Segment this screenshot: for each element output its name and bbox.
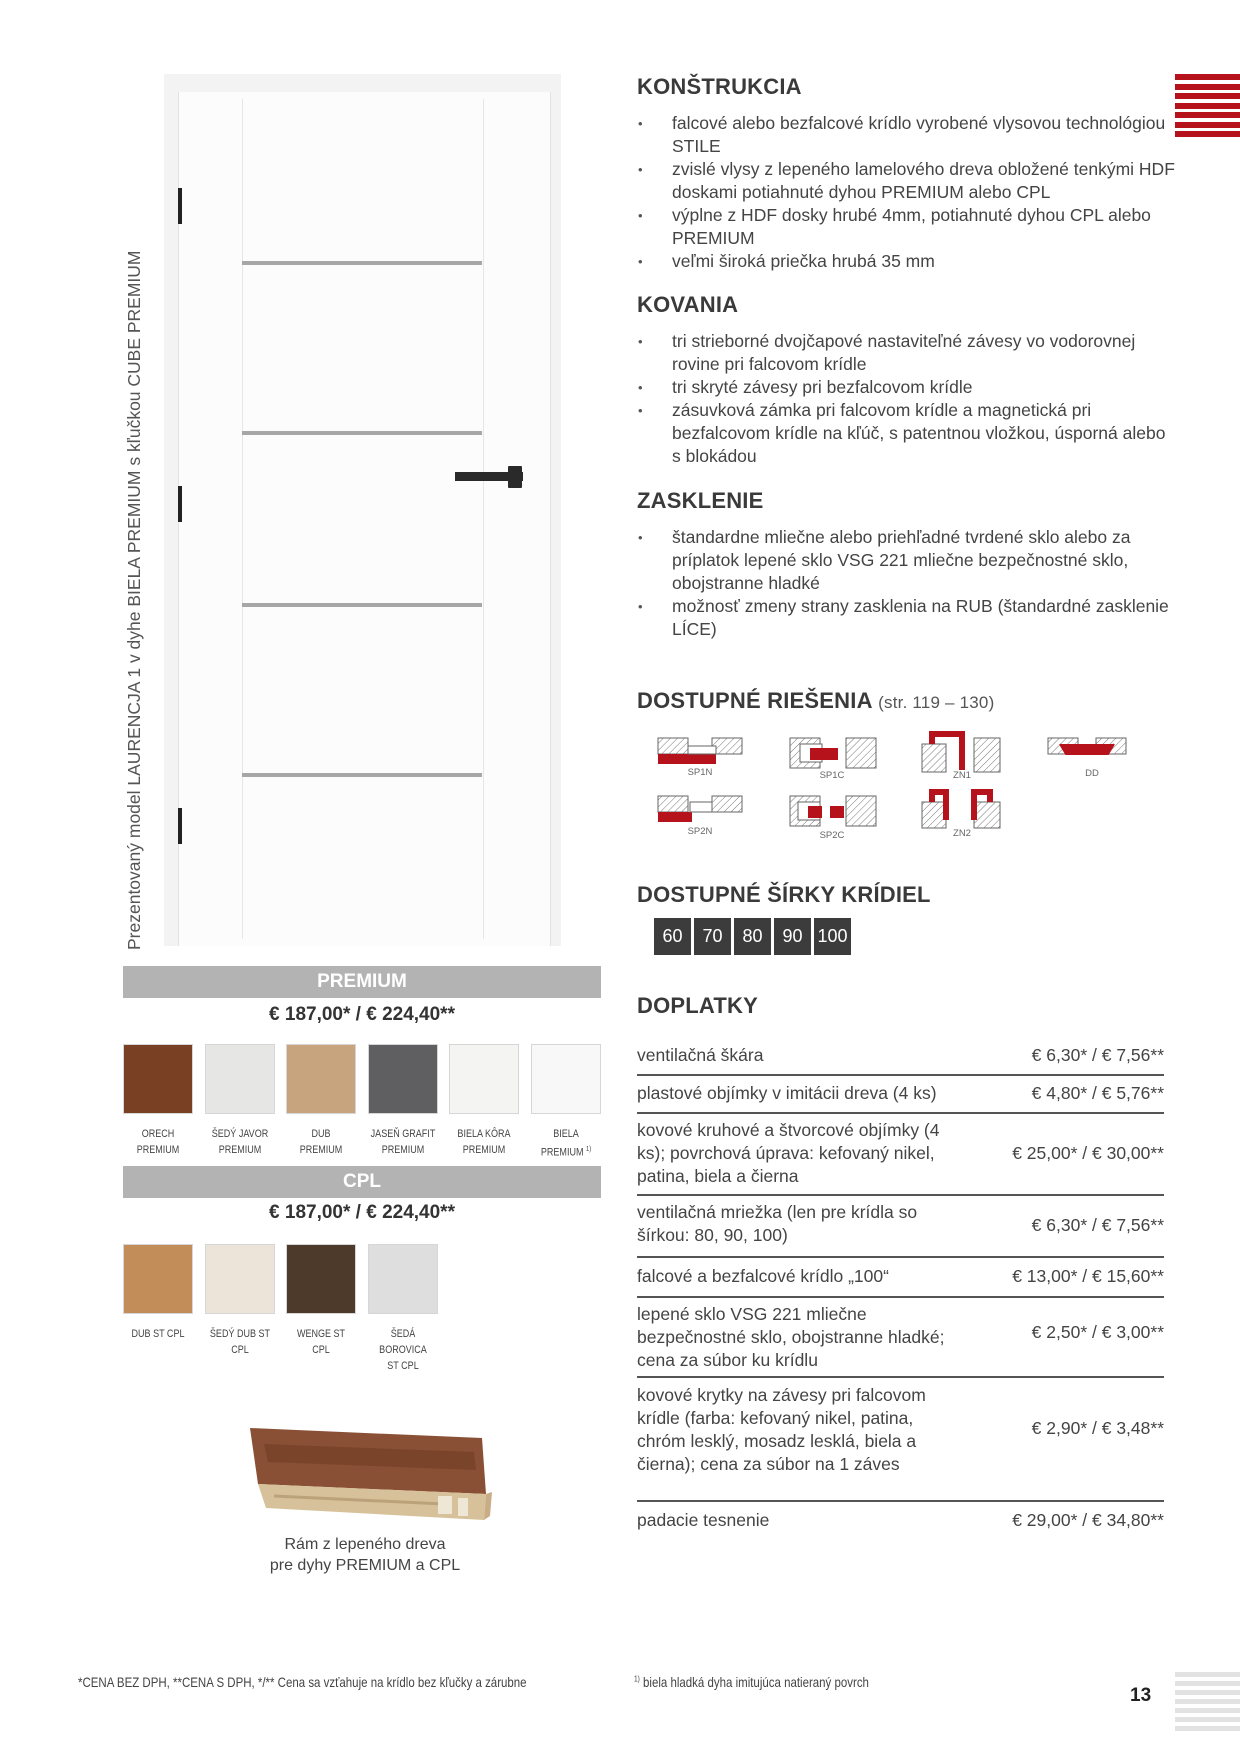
list-item: • tri strieborné dvojčapové nastaviteľné závesy vo vodorovnej rovine pri falcovom krídle (637, 330, 1177, 376)
sirky-heading: DOSTUPNÉ ŠÍRKY KRÍDIEL (637, 882, 931, 907)
swatch-label: JASEŇ GRAFIT PREMIUM (370, 1128, 435, 1156)
hinge-icon (178, 486, 182, 522)
swatch-premium-2 (286, 1044, 356, 1114)
hinge-icon (178, 808, 182, 844)
door-glass-strip (242, 603, 482, 607)
doplatky-row: ventilačná škára € 6,30* / € 7,56** (637, 1040, 1164, 1076)
swatch-premium-0 (123, 1044, 193, 1114)
swatch-premium-1 (205, 1044, 275, 1114)
doplatky-row: plastové objímky v imitácii dreva (4 ks) € 4,80* / € 5,76** (637, 1078, 1164, 1114)
diagram-label: SP1C (819, 770, 845, 781)
swatch-cpl-1 (205, 1244, 275, 1314)
diagram-dd (1048, 738, 1126, 754)
door-handle-rose (508, 466, 522, 488)
kovania-heading: KOVANIA (637, 292, 739, 317)
swatch-label: ŠEDÝ DUB ST CPL (209, 1328, 270, 1356)
diagram-label: ZN1 (953, 770, 971, 781)
door-glass-strip (242, 431, 482, 435)
swatch-label: DUB PREMIUM (299, 1128, 343, 1156)
premium-price: € 187,00* / € 224,40** (269, 1004, 455, 1025)
page-number: 13 (1130, 1685, 1152, 1706)
konstrukcia-heading: KONŠTRUKCIA (637, 74, 802, 99)
door-glass-strip (242, 261, 482, 265)
konstrukcia-list (637, 112, 1177, 273)
diagram-label: SP1N (687, 767, 713, 778)
list-item: • veľmi široká priečka hrubá 35 mm (637, 250, 1177, 273)
swatch-premium-3 (368, 1044, 438, 1114)
swatch-label: WENGE ST CPL (296, 1328, 346, 1356)
footnote-prices: *CENA BEZ DPH, **CENA S DPH, */** Cena sa vzťahuje na krídlo bez kľučky a zárubne (78, 1674, 527, 1690)
cpl-header: CPL (123, 1166, 601, 1198)
swatch-cpl-3 (368, 1244, 438, 1314)
swatch-label: BIELA PREMIUM $^{1)}$ (540, 1128, 591, 1159)
swatch-label: DUB ST CPL (131, 1328, 185, 1340)
width-option: 100 (814, 918, 851, 955)
swatch-cpl-2 (286, 1244, 356, 1314)
diagram-zn1 (922, 734, 1000, 772)
zasklenie-list (637, 526, 1177, 641)
diagram-label: SP2C (819, 830, 845, 841)
doplatky-row: kovové krytky na závesy pri falcovom krídle (farba: kefovaný nikel, patina, chróm lesklý, mosadz lesklá, biela a čierna); cena za súbor na 1 záves € 2,90* / € 3,48** (637, 1381, 1164, 1502)
swatch-label: ORECH PREMIUM (136, 1128, 180, 1156)
door-caption: Prezentovaný model LAURENCJA 1 v dyhe BIELA PREMIUM s kľučkou CUBE PREMIUM (124, 250, 144, 950)
width-option: 70 (694, 918, 731, 955)
solutions-diagrams (650, 730, 1170, 840)
list-item: • možnosť zmeny strany zasklenia na RUB (štandardné zasklenie LÍCE) (637, 595, 1177, 641)
swatch-cpl-0 (123, 1244, 193, 1314)
doplatky-row: kovové kruhové a štvorcové objímky (4 ks); povrchová úprava: kefovaný nikel, patina, biela a čierna € 25,00* / € 30,00** (637, 1116, 1164, 1196)
riesenia-heading: DOSTUPNÉ RIEŠENIA (str. 119 – 130) (637, 688, 995, 713)
doplatky-row: padacie tesnenie € 29,00* / € 34,80** (637, 1510, 1164, 1530)
diagram-sp1c (790, 738, 876, 768)
swatch-label: ŠEDÝ JAVOR PREMIUM (211, 1128, 268, 1156)
premium-header: PREMIUM (123, 966, 601, 998)
width-option: 90 (774, 918, 811, 955)
zasklenie-heading: ZASKLENIE (637, 488, 764, 513)
door-glass-strip (242, 773, 482, 777)
diagram-label: DD (1085, 768, 1099, 779)
kovania-list (637, 330, 1177, 468)
list-item: • zvislé vlysy z lepeného lamelového dreva obložené tenkými HDF doskami potiahnuté dyhou PREMIUM alebo CPL (637, 158, 1177, 204)
doplatky-heading: DOPLATKY (637, 993, 758, 1018)
hinge-icon (178, 188, 182, 224)
door-panel (242, 99, 484, 939)
diagram-zn2 (922, 792, 1000, 828)
swatch-label: ŠEDÁ BOROVICA ST CPL (378, 1328, 427, 1372)
header-stripes (1175, 74, 1240, 141)
swatch-premium-4 (449, 1044, 519, 1114)
footer-stripes (1175, 1672, 1240, 1735)
swatch-premium-5 (531, 1044, 601, 1114)
diagram-label: ZN2 (953, 828, 971, 839)
list-item: • štandardne mliečne alebo priehľadné tvrdené sklo alebo za príplatok lepené sklo VSG 221 mliečne bezpečnostné sklo, obojstranne hladké (637, 526, 1177, 595)
width-option: 60 (654, 918, 691, 955)
list-item: • falcové alebo bezfalcové krídlo vyrobené vlysovou technológiou STILE (637, 112, 1177, 158)
list-item: • zásuvková zámka pri falcovom krídle a magnetická pri bezfalcovom krídle na kľúč, s patentnou vložkou, úsporná alebo s blokádou (637, 399, 1177, 468)
cpl-price: € 187,00* / € 224,40** (269, 1202, 455, 1223)
frame-sample-image (244, 1424, 494, 1524)
diagram-sp2c (790, 796, 876, 826)
diagram-sp2n (658, 796, 742, 822)
doplatky-row: ventilačná mriežka (len pre krídla so šírkou: 80, 90, 100) € 6,30* / € 7,56** (637, 1198, 1164, 1258)
diagram-label: SP2N (687, 826, 713, 837)
footnote-biela: $^{1)}$ biela hladká dyha imitujúca natieraný povrch (634, 1674, 869, 1690)
diagram-sp1n (658, 738, 742, 764)
frame-caption: Rám z lepeného dreva pre dyhy PREMIUM a CPL (269, 1536, 461, 1574)
swatch-label: BIELA KÔRA PREMIUM (457, 1128, 511, 1156)
doplatky-row: falcové a bezfalcové krídlo „100“ € 13,00* / € 15,60** (637, 1262, 1164, 1298)
list-item: • tri skryté závesy pri bezfalcovom krídle (637, 376, 1177, 399)
doplatky-row: lepené sklo VSG 221 mliečne bezpečnostné sklo, obojstranne hladké; cena za súbor ku krídlu € 2,50* / € 3,00** (637, 1300, 1164, 1378)
width-option: 80 (734, 918, 771, 955)
list-item: • výplne z HDF dosky hrubé 4mm, potiahnuté dyhou CPL alebo PREMIUM (637, 204, 1177, 250)
